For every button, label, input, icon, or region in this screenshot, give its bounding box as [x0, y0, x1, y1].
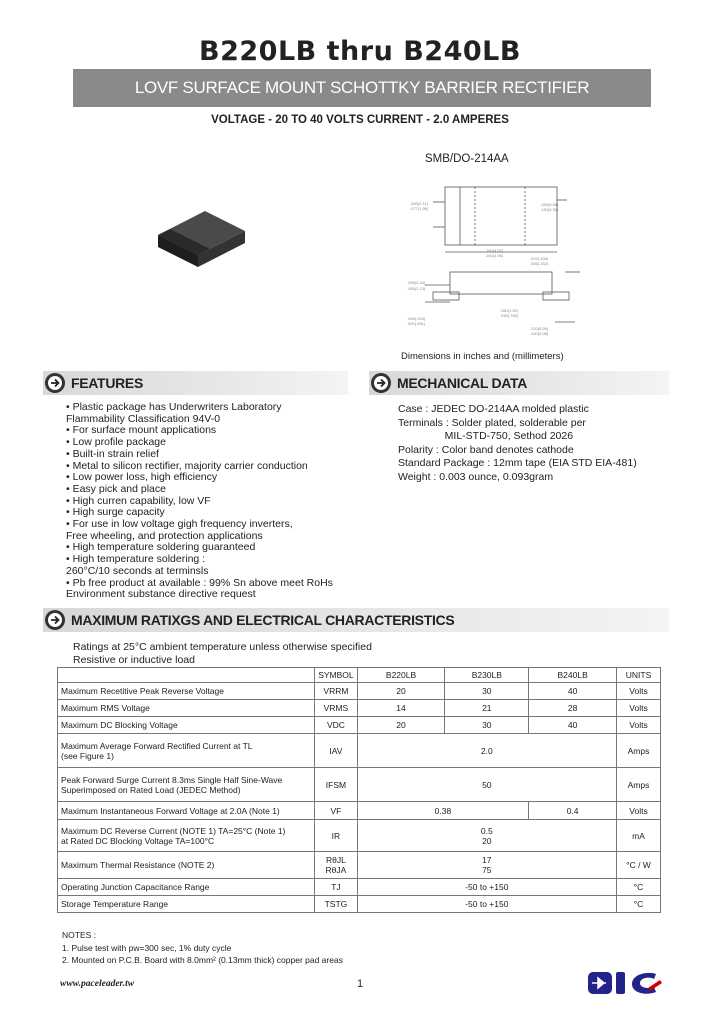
ratings-heading-text: MAXIMUM RATIXGS AND ELECTRICAL CHARACTERISTICS: [71, 612, 455, 628]
symbol-cell: VDC: [315, 717, 357, 734]
arrow-icon: [371, 373, 391, 393]
symbol-cell: TJ: [315, 879, 357, 896]
unit-cell: °C / W: [617, 852, 661, 879]
param-cell: Storage Temperature Range: [58, 896, 315, 913]
note-item: 2. Mounted on P.C.B. Board with 8.0mm² (0.13mm thick) copper pad areas: [62, 955, 343, 965]
param-cell: Maximum Recetitive Peak Reverse Voltage: [58, 683, 315, 700]
title-banner: LOVF SURFACE MOUNT SCHOTTKY BARRIER RECTIFIER: [73, 69, 651, 107]
symbol-cell: IFSM: [315, 768, 357, 802]
table-header-cell: B220LB: [357, 668, 445, 683]
notes: [62, 929, 343, 967]
symbol-line: RθJL: [326, 855, 346, 865]
list-item: • Metal to silicon rectifier, majority carrier conduction: [66, 459, 308, 472]
mech-line: Terminals : Solder plated, solderable per: [398, 416, 586, 429]
list-item: • Built-in strain relief: [66, 447, 159, 460]
list-item: • Plastic package has Underwriters Laboratory: [66, 401, 282, 413]
symbol-cell: [315, 852, 357, 879]
value-cell: 14: [357, 700, 445, 717]
value-cell: 50: [357, 768, 616, 802]
svg-text:.160(4.06): .160(4.06): [485, 253, 504, 258]
unit-cell: Amps: [617, 768, 661, 802]
svg-text:.155(3.94): .155(3.94): [540, 202, 559, 207]
notes-title: NOTES :: [62, 930, 97, 940]
param-line: Peak Forward Surge Current 8.3ms Single Half Sine-Wave: [61, 774, 283, 785]
param-cell: Maximum RMS Voltage: [58, 700, 315, 717]
value-cell: 2.0: [357, 734, 616, 768]
svg-text:.002(.051): .002(.051): [407, 321, 426, 326]
param-cell: Operating Junction Capacitance Range: [58, 879, 315, 896]
list-item: • Low profile package: [66, 436, 166, 449]
svg-text:.030(.760): .030(.760): [500, 313, 519, 318]
symbol-cell: IAV: [315, 734, 357, 768]
value-cell: 28: [529, 700, 617, 717]
table-row: [58, 683, 661, 700]
value-cell: 30: [445, 717, 529, 734]
param-cell: [58, 734, 315, 768]
unit-cell: Volts: [617, 683, 661, 700]
svg-text:.180(4.57): .180(4.57): [485, 248, 504, 253]
list-item: • For use in low voltage gigh frequency inverters,: [66, 518, 293, 531]
features-list: [66, 402, 333, 601]
unit-cell: °C: [617, 896, 661, 913]
param-cell: Maximum Thermal Resistance (NOTE 2): [58, 852, 315, 879]
table-header-row: [58, 668, 661, 683]
list-item: • High curren capability, low VF: [66, 494, 211, 507]
value-cell: [357, 820, 616, 852]
symbol-cell: VF: [315, 802, 357, 820]
unit-cell: °C: [617, 879, 661, 896]
svg-text:.200(5.08): .200(5.08): [530, 331, 549, 336]
characteristics-table: [57, 667, 661, 913]
dimensions-note: Dimensions in inches and (millimeters): [401, 351, 564, 362]
svg-text:.012(.305): .012(.305): [530, 256, 549, 261]
arrow-icon: [45, 373, 65, 393]
list-item: Environment substance directive request: [66, 588, 256, 601]
symbol-cell: VRRM: [315, 683, 357, 700]
param-cell: [58, 768, 315, 802]
arrow-icon: [45, 610, 65, 630]
component-image: [150, 205, 250, 270]
features-heading: [43, 371, 348, 395]
mech-line: Case : JEDEC DO-214AA molded plastic: [398, 403, 589, 415]
unit-cell: Volts: [617, 700, 661, 717]
table-row: [58, 768, 661, 802]
list-item: • Pb free product at available : 99% Sn above meet RoHs: [66, 576, 333, 589]
document-title: B220LB thru B240LB: [199, 36, 521, 67]
mechanical-data: [398, 403, 637, 484]
value-cell: -50 to +150: [357, 879, 616, 896]
list-item: Flammability Classification 94V-0: [66, 412, 221, 425]
value-cell: 0.4: [529, 802, 617, 820]
value-line: 0.5: [480, 825, 493, 836]
unit-cell: mA: [617, 820, 661, 852]
value-line: 75: [482, 865, 492, 875]
footer-url: www.paceleader.tw: [60, 979, 135, 989]
list-item: • Easy pick and place: [66, 482, 166, 495]
symbol-cell: IR: [315, 820, 357, 852]
param-line: (see Figure 1): [61, 750, 114, 761]
mech-line: Weight : 0.003 ounce, 0.093gram: [398, 470, 554, 483]
value-line: 17: [482, 855, 492, 865]
svg-text:.060(1.52): .060(1.52): [500, 308, 519, 313]
table-header-cell: UNITS: [617, 668, 661, 683]
list-item: • High surge capacity: [66, 506, 165, 519]
value-line: 20: [482, 835, 492, 846]
mech-line: Standard Package : 12mm tape (EIA STD EIA-481): [398, 457, 637, 469]
mech-line: MIL-STD-750, Sethod 2026: [398, 430, 574, 442]
symbol-cell: VRMS: [315, 700, 357, 717]
value-cell: 0.38: [357, 802, 529, 820]
param-line: Maximum Average Forward Rectified Current at TL: [61, 740, 253, 751]
svg-text:.130(3.30): .130(3.30): [540, 207, 559, 212]
mechanical-heading: [369, 371, 669, 395]
ratings-line: Resistive or inductive load: [73, 654, 195, 666]
symbol-cell: TSTG: [315, 896, 357, 913]
svg-text:.220(5.59): .220(5.59): [530, 326, 549, 331]
mech-line: Polarity : Color band denotes cathode: [398, 443, 574, 456]
list-item: Free wheeling, and protection applications: [66, 529, 263, 542]
value-cell: 20: [357, 683, 445, 700]
param-line: at Rated DC Blocking Voltage TA=100°C: [61, 835, 215, 846]
unit-cell: Volts: [617, 717, 661, 734]
table-row: [58, 820, 661, 852]
package-dimension-diagram: [405, 172, 600, 352]
table-header-cell: B240LB: [529, 668, 617, 683]
value-cell: 30: [445, 683, 529, 700]
table-row: [58, 802, 661, 820]
pic-logo: [586, 968, 671, 998]
list-item: 260°C/10 seconds at terminsls: [66, 564, 209, 577]
svg-text:.096(2.44): .096(2.44): [407, 280, 426, 285]
value-cell: [357, 852, 616, 879]
package-label: SMB/DO-214AA: [425, 153, 509, 165]
table-header-cell: B230LB: [445, 668, 529, 683]
unit-cell: Amps: [617, 734, 661, 768]
ratings-heading: [43, 608, 669, 632]
svg-text:.083(2.11): .083(2.11): [410, 201, 428, 206]
note-item: 1. Pulse test with pw=300 sec, 1% duty cycle: [62, 942, 232, 953]
list-item: • High temperature soldering :: [66, 553, 206, 566]
list-item: • High temperature soldering guaranteed: [66, 541, 256, 554]
mechanical-heading-text: MECHANICAL DATA: [397, 375, 528, 391]
param-cell: Maximum DC Blocking Voltage: [58, 717, 315, 734]
table-row: [58, 734, 661, 768]
table-row: [58, 896, 661, 913]
list-item: • For surface mount applications: [66, 424, 217, 437]
value-cell: 40: [529, 683, 617, 700]
svg-text:.084(2.13): .084(2.13): [407, 286, 426, 291]
value-cell: -50 to +150: [357, 896, 616, 913]
table-row: [58, 700, 661, 717]
param-line: Superimposed on Rated Load (JEDEC Method): [61, 784, 241, 795]
svg-text:.008(.203): .008(.203): [407, 316, 426, 321]
symbol-line: RθJA: [325, 865, 347, 875]
table-row: [58, 852, 661, 879]
value-cell: 21: [445, 700, 529, 717]
table-header-cell: SYMBOL: [315, 668, 357, 683]
voltage-current-subtitle: VOLTAGE - 20 TO 40 VOLTS CURRENT - 2.0 AMPERES: [211, 114, 509, 126]
param-cell: Maximum Instantaneous Forward Voltage at 2.0A (Note 1): [58, 802, 315, 820]
table-header-cell: [58, 668, 315, 683]
table-row: [58, 879, 661, 896]
features-heading-text: FEATURES: [71, 375, 144, 391]
svg-text:.077(1.96): .077(1.96): [410, 206, 429, 211]
value-cell: 20: [357, 717, 445, 734]
ratings-line: Ratings at 25°C ambient temperature unless otherwise specified: [73, 641, 372, 653]
ratings-conditions: [73, 641, 372, 667]
param-cell: [58, 820, 315, 852]
table-row: [58, 717, 661, 734]
svg-text:.006(.152): .006(.152): [530, 261, 549, 266]
list-item: • Low power loss, high efficiency: [66, 471, 218, 484]
param-line: Maximum DC Reverse Current (NOTE 1) TA=25°C (Note 1): [61, 825, 286, 836]
unit-cell: Volts: [617, 802, 661, 820]
page-number: 1: [357, 978, 364, 990]
value-cell: 40: [529, 717, 617, 734]
